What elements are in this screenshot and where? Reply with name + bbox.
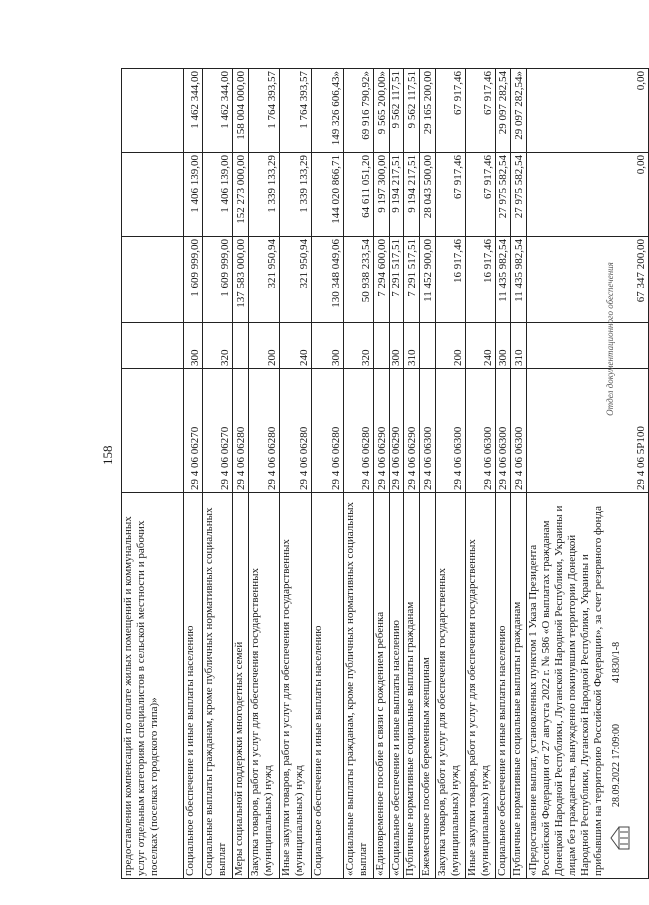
row-type-cell: 320 bbox=[203, 323, 233, 369]
row-value-2022-cell: 11 435 982,54 bbox=[511, 237, 527, 323]
table-row bbox=[312, 69, 344, 879]
row-code-cell: 29 4 06 06300 bbox=[420, 369, 436, 493]
row-name-cell: Социальные выплаты гражданам, кроме публичных нормативных социальных выплат bbox=[203, 493, 233, 879]
department-stamp: Отдел документационного обеспечения bbox=[605, 262, 615, 416]
row-value-2022-cell: 130 348 049,06 bbox=[312, 237, 344, 323]
budget-table-body bbox=[122, 69, 649, 879]
row-value-2024-cell: 29 165 200,00 bbox=[420, 69, 436, 153]
row-name-cell: Иные закупки товаров, работ и услуг для обеспечения государственных (муниципальных) нужд bbox=[280, 493, 312, 879]
row-code-cell: 29 4 06 06300 bbox=[466, 369, 496, 493]
row-value-2022-cell: 321 950,94 bbox=[249, 237, 280, 323]
row-value-2023-cell: 1 339 133,29 bbox=[280, 153, 312, 237]
footer-date: 28.09.2022 17:09:00 bbox=[611, 723, 622, 807]
row-type-cell bbox=[420, 323, 436, 369]
row-value-2023-cell: 9 194 217,51 bbox=[404, 153, 420, 237]
row-name-cell: Ежемесячное пособие беременным женщинам bbox=[420, 493, 436, 879]
row-value-2023-cell: 9 197 300,00 bbox=[374, 153, 390, 237]
row-value-2022-cell: 7 294 600,00 bbox=[374, 237, 390, 323]
row-value-2023-cell: 9 194 217,51 bbox=[390, 153, 404, 237]
table-row bbox=[404, 69, 420, 879]
table-row bbox=[280, 69, 312, 879]
row-value-2024-cell: 9 562 117,51 bbox=[404, 69, 420, 153]
row-name-cell: Социальное обеспечение и иные выплаты населению bbox=[184, 493, 203, 879]
row-value-2022-cell: 1 609 999,00 bbox=[184, 237, 203, 323]
row-name-cell: Меры социальной поддержки многодетных семей bbox=[233, 493, 249, 879]
row-name-cell: «Единовременное пособие в связи с рождением ребенка bbox=[374, 493, 390, 879]
row-code-cell: 29 4 06 06290 bbox=[390, 369, 404, 493]
row-value-2024-cell: 1 764 393,57 bbox=[280, 69, 312, 153]
row-value-2022-cell: 16 917,46 bbox=[466, 237, 496, 323]
row-value-2023-cell: 64 611 051,20 bbox=[344, 153, 374, 237]
row-value-2022-cell: 137 583 000,00 bbox=[233, 237, 249, 323]
row-value-2023-cell: 1 339 133,29 bbox=[249, 153, 280, 237]
row-value-2022-cell: 7 291 517,51 bbox=[390, 237, 404, 323]
row-type-cell bbox=[374, 323, 390, 369]
row-type-cell: 300 bbox=[312, 323, 344, 369]
row-name-cell: Закупка товаров, работ и услуг для обеспечения государственных (муниципальных) нужд bbox=[249, 493, 280, 879]
row-value-2024-cell: 1 462 344,00 bbox=[184, 69, 203, 153]
row-code-cell: 29 4 06 06280 bbox=[249, 369, 280, 493]
row-value-2024-cell: 67 917,46 bbox=[466, 69, 496, 153]
table-row bbox=[344, 69, 374, 879]
row-code-cell: 29 4 06 06300 bbox=[511, 369, 527, 493]
row-value-2022-cell: 7 291 517,51 bbox=[404, 237, 420, 323]
row-name-cell: «Предоставление выплат, установленных пунктом 1 Указа Президента Российской Федерации от 27 августа 2022 г. № 586 «О выплатах гражданам Донецкой Народной Республики, Луганской Народной Республики, Украины и лицам без гражданства, вынужденно покинувшим территории Донецкой Народной Республики, Луганской Народной Республики, Украины и прибывшим на территорию Российской Федерации», за счет резервного фонда bbox=[527, 493, 649, 879]
page-number: 158 bbox=[100, 445, 115, 465]
row-type-cell: 300 bbox=[184, 323, 203, 369]
table-row bbox=[122, 69, 184, 879]
row-value-2024-cell: 9 565 200,00» bbox=[374, 69, 390, 153]
row-value-2024-cell: 29 097 282,54» bbox=[511, 69, 527, 153]
row-value-2022-cell: 67 347 200,00 bbox=[527, 237, 649, 323]
row-name-cell: «Социальные выплаты гражданам, кроме публичных нормативных социальных выплат bbox=[344, 493, 374, 879]
row-name-cell: предоставлении компенсаций по оплате жилых помещений и коммунальных услуг отдельным категориям специалистов в сельской местности и рабочих поселках (поселках городского типа)» bbox=[122, 493, 184, 879]
table-row bbox=[436, 69, 466, 879]
row-type-cell: 200 bbox=[436, 323, 466, 369]
row-value-2023-cell: 67 917,46 bbox=[466, 153, 496, 237]
row-code-cell: 29 4 06 06270 bbox=[184, 369, 203, 493]
row-value-2023-cell: 1 406 139,00 bbox=[184, 153, 203, 237]
row-value-2023-cell bbox=[122, 153, 184, 237]
row-type-cell: 240 bbox=[466, 323, 496, 369]
row-name-cell: Иные закупки товаров, работ и услуг для обеспечения государственных (муниципальных) нужд bbox=[466, 493, 496, 879]
row-code-cell: 29 4 06 06290 bbox=[404, 369, 420, 493]
row-type-cell: 310 bbox=[511, 323, 527, 369]
row-value-2023-cell: 67 917,46 bbox=[436, 153, 466, 237]
row-code-cell: 29 4 06 06280 bbox=[312, 369, 344, 493]
row-value-2024-cell: 1 764 393,57 bbox=[249, 69, 280, 153]
row-type-cell: 240 bbox=[280, 323, 312, 369]
table-row bbox=[184, 69, 203, 879]
row-value-2022-cell: 11 452 900,00 bbox=[420, 237, 436, 323]
row-name-cell: Публичные нормативные социальные выплаты гражданам bbox=[404, 493, 420, 879]
emblem-icon bbox=[605, 823, 633, 853]
row-type-cell bbox=[233, 323, 249, 369]
table-row bbox=[249, 69, 280, 879]
row-value-2022-cell: 50 938 233,54 bbox=[344, 237, 374, 323]
row-value-2022-cell: 321 950,94 bbox=[280, 237, 312, 323]
row-value-2023-cell: 152 273 000,00 bbox=[233, 153, 249, 237]
row-type-cell bbox=[122, 323, 184, 369]
budget-table bbox=[121, 68, 649, 879]
row-value-2023-cell: 27 975 582,54 bbox=[496, 153, 511, 237]
row-type-cell: 310 bbox=[404, 323, 420, 369]
row-value-2023-cell: 0,00 bbox=[527, 153, 649, 237]
row-value-2024-cell: 9 562 117,51 bbox=[390, 69, 404, 153]
row-type-cell: 200 bbox=[249, 323, 280, 369]
row-name-cell: Социальное обеспечение и иные выплаты населению bbox=[312, 493, 344, 879]
row-value-2022-cell: 1 609 999,00 bbox=[203, 237, 233, 323]
table-row bbox=[374, 69, 390, 879]
row-value-2023-cell: 28 043 500,00 bbox=[420, 153, 436, 237]
row-value-2024-cell: 158 004 000,00 bbox=[233, 69, 249, 153]
row-value-2023-cell: 1 406 139,00 bbox=[203, 153, 233, 237]
row-value-2024-cell: 1 462 344,00 bbox=[203, 69, 233, 153]
table-row bbox=[233, 69, 249, 879]
row-value-2024-cell: 149 326 606,43» bbox=[312, 69, 344, 153]
table-row bbox=[203, 69, 233, 879]
row-type-cell: 320 bbox=[344, 323, 374, 369]
row-value-2024-cell: 69 916 790,92» bbox=[344, 69, 374, 153]
footer bbox=[605, 19, 635, 879]
row-value-2023-cell: 27 975 582,54 bbox=[511, 153, 527, 237]
row-code-cell: 29 4 06 06300 bbox=[496, 369, 511, 493]
row-type-cell: 300 bbox=[390, 323, 404, 369]
row-name-cell: «Социальное обеспечение и иные выплаты населению bbox=[390, 493, 404, 879]
row-code-cell: 29 4 06 06280 bbox=[280, 369, 312, 493]
row-value-2024-cell: 29 097 282,54 bbox=[496, 69, 511, 153]
row-code-cell bbox=[122, 369, 184, 493]
row-value-2024-cell bbox=[122, 69, 184, 153]
row-code-cell: 29 4 06 06280 bbox=[344, 369, 374, 493]
row-code-cell: 29 4 06 06280 bbox=[233, 369, 249, 493]
row-name-cell: Закупка товаров, работ и услуг для обеспечения государственных (муниципальных) нужд bbox=[436, 493, 466, 879]
row-value-2024-cell: 67 917,46 bbox=[436, 69, 466, 153]
row-code-cell: 29 4 06 5Р100 bbox=[527, 369, 649, 493]
row-value-2023-cell: 144 020 866,71 bbox=[312, 153, 344, 237]
row-value-2022-cell: 11 435 982,54 bbox=[496, 237, 511, 323]
footer-code: 41830/1-8 bbox=[611, 641, 622, 683]
row-name-cell: Социальное обеспечение и иные выплаты населению bbox=[496, 493, 511, 879]
row-code-cell: 29 4 06 06290 bbox=[374, 369, 390, 493]
row-type-cell: 300 bbox=[496, 323, 511, 369]
row-code-cell: 29 4 06 06270 bbox=[203, 369, 233, 493]
row-name-cell: Публичные нормативные социальные выплаты гражданам bbox=[511, 493, 527, 879]
row-value-2022-cell: 16 917,46 bbox=[436, 237, 466, 323]
row-value-2022-cell bbox=[122, 237, 184, 323]
table-row bbox=[420, 69, 436, 879]
table-row bbox=[390, 69, 404, 879]
row-code-cell: 29 4 06 06300 bbox=[436, 369, 466, 493]
table-row bbox=[511, 69, 527, 879]
table-row bbox=[496, 69, 511, 879]
table-row bbox=[466, 69, 496, 879]
row-value-2024-cell: 0,00 bbox=[527, 69, 649, 153]
